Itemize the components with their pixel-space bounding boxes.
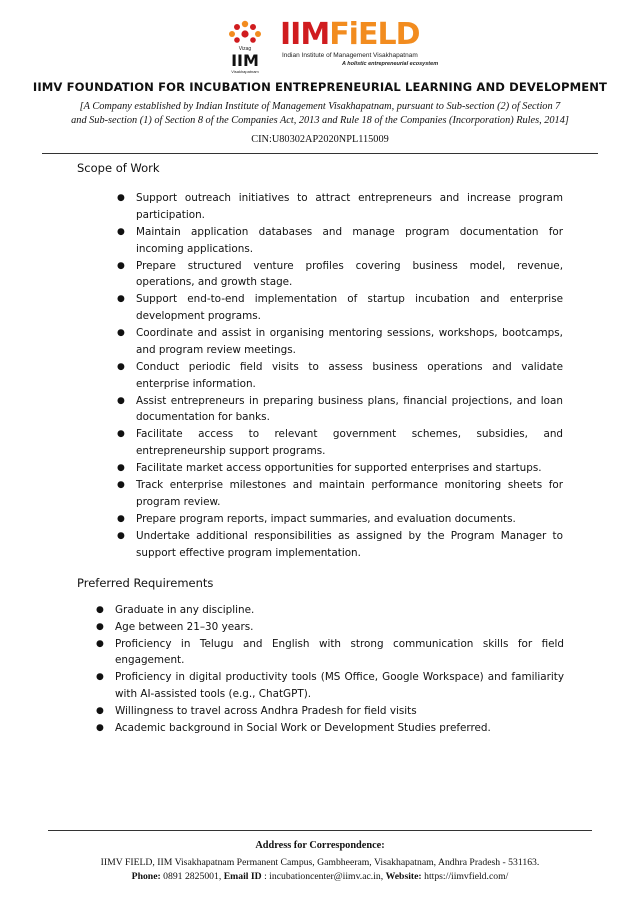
bullet-icon: ● bbox=[117, 226, 125, 237]
logo-area bbox=[0, 14, 640, 76]
requirement-item: ● Age between 21–30 years. bbox=[96, 619, 564, 636]
bullet-icon: ● bbox=[117, 514, 125, 525]
organization-title: IIMV FOUNDATION FOR INCUBATION ENTREPRENEURIAL LEARNING AND DEVELOPMENT bbox=[32, 80, 608, 94]
iimfield-logo bbox=[280, 17, 439, 76]
scope-item: ● Prepare structured venture profiles covering business model, revenue, operations, and growth stage. bbox=[117, 259, 563, 289]
footer-contact bbox=[0, 871, 640, 882]
iim-emblem-icon bbox=[229, 21, 261, 43]
subtitle-line-2: and Sub-section (1) of Section 8 of the Companies Act, 2013 and Rule 18 of the Companies (Incorporation) Rules, 2014] bbox=[71, 115, 569, 126]
bullet-icon: ● bbox=[96, 722, 104, 733]
website-link[interactable]: https://iimvfield.com/ bbox=[424, 871, 509, 882]
phone-label: Phone: bbox=[131, 871, 161, 882]
bullet-icon: ● bbox=[117, 429, 125, 440]
bullet-icon: ● bbox=[117, 395, 125, 406]
footer-title: Address for Correspondence: bbox=[255, 840, 385, 851]
bullet-icon: ● bbox=[96, 621, 104, 632]
bullet-icon: ● bbox=[117, 294, 125, 305]
bullet-icon: ● bbox=[117, 193, 125, 203]
scope-list bbox=[117, 190, 563, 562]
footer-divider bbox=[48, 830, 592, 831]
bullet-icon: ● bbox=[96, 605, 104, 615]
subtitle-line-1: [A Company established by Indian Institute of Management Visakhapatnam, pursuant to Sub-section (2) of Section 7 bbox=[79, 101, 561, 112]
bullet-icon: ● bbox=[117, 531, 125, 541]
iim-caption: Visakhapatnam bbox=[231, 69, 259, 74]
bullet-icon: ● bbox=[96, 638, 104, 649]
requirement-item: ● Proficiency in digital productivity tools (MS Office, Google Workspace) and familiarity with AI-assisted tools (e.g., ChatGPT). bbox=[96, 671, 564, 700]
scope-item: ● Conduct periodic field visits to assess business operations and validate enterprise information. bbox=[117, 360, 563, 390]
scope-item: ● Support end-to-end implementation of startup incubation and enterprise development programs. bbox=[117, 293, 563, 323]
bullet-icon: ● bbox=[96, 672, 104, 683]
cin-number: CIN:U80302AP2020NPL115009 bbox=[251, 134, 389, 145]
scope-item: ● Undertake additional responsibilities as assigned by the Program Manager to support effective program implementation. bbox=[117, 530, 563, 559]
wordmark-field: FiELD bbox=[329, 17, 420, 52]
wordmark-iim: IIM bbox=[280, 17, 330, 52]
requirements-list bbox=[96, 602, 564, 736]
footer-address: IIMV FIELD, IIM Visakhapatnam Permanent Campus, Gambheeram, Visakhapatnam, Andhra Pradesh - 531163. bbox=[100, 857, 540, 868]
requirement-item: ● Willingness to travel across Andhra Pradesh for field visits bbox=[96, 703, 564, 720]
iimfield-wordmark bbox=[280, 18, 419, 52]
scope-heading: Scope of Work bbox=[77, 161, 160, 175]
header-divider bbox=[42, 153, 598, 154]
phone-value: 0891 2825001, bbox=[163, 871, 222, 882]
iim-tagline: Vizag bbox=[238, 46, 252, 52]
bullet-icon: ● bbox=[117, 260, 125, 271]
scope-item: ● Track enterprise milestones and maintain performance monitoring sheets for program review. bbox=[117, 479, 563, 509]
organization-subtitle bbox=[40, 100, 600, 128]
email-value[interactable]: : incubationcenter@iimv.ac.in, bbox=[264, 871, 384, 882]
requirement-item: ● Academic background in Social Work or Development Studies preferred. bbox=[96, 720, 564, 737]
iimfield-sub-institute: Indian Institute of Management Visakhapatnam bbox=[282, 52, 418, 59]
website-label: Website: bbox=[385, 871, 422, 882]
bullet-icon: ● bbox=[117, 328, 125, 339]
requirement-item: ● Graduate in any discipline. bbox=[96, 602, 564, 619]
requirements-heading: Preferred Requirements bbox=[77, 576, 214, 590]
bullet-icon: ● bbox=[96, 705, 104, 716]
scope-item: ● Assist entrepreneurs in preparing business plans, financial projections, and loan documentation for banks. bbox=[117, 394, 563, 424]
scope-item: ● Support outreach initiatives to attract entrepreneurs and increase program participation. bbox=[117, 192, 563, 221]
scope-item: ● Prepare program reports, impact summaries, and evaluation documents. bbox=[117, 511, 563, 528]
scope-item: ● Coordinate and assist in organising mentoring sessions, workshops, bootcamps, and program review meetings. bbox=[117, 327, 563, 356]
scope-item: ● Facilitate access to relevant government schemes, subsidies, and entrepreneurship support programs. bbox=[117, 428, 563, 458]
iimfield-sub-tagline: A holistic entrepreneurial ecosystem bbox=[342, 61, 439, 67]
bullet-icon: ● bbox=[117, 480, 125, 491]
iim-logo-text: IIM bbox=[231, 51, 259, 70]
iim-logo bbox=[220, 16, 270, 74]
email-label: Email ID bbox=[223, 871, 262, 882]
requirement-item: ● Proficiency in Telugu and English with strong communication skills for field engagement. bbox=[96, 637, 564, 667]
bullet-icon: ● bbox=[117, 463, 125, 474]
bullet-icon: ● bbox=[117, 361, 125, 372]
scope-item: ● Maintain application databases and manage program documentation for incoming applications. bbox=[117, 225, 563, 255]
scope-item: ● Facilitate market access opportunities for supported enterprises and startups. bbox=[117, 460, 563, 477]
